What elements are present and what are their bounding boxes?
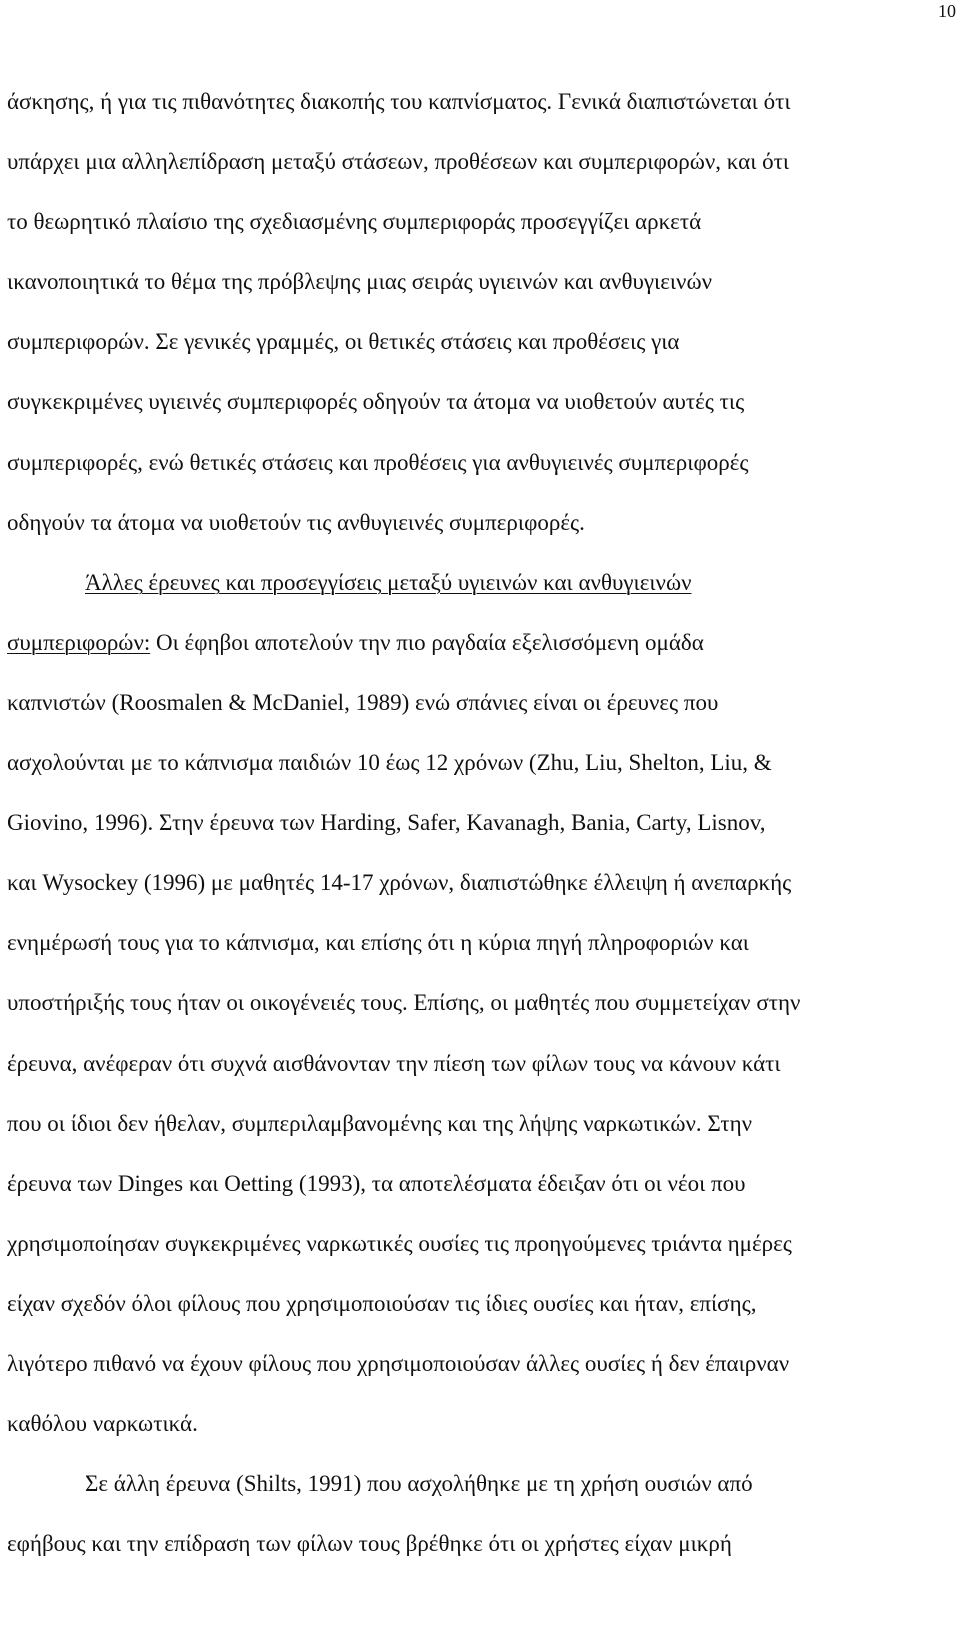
line-text: υπάρχει μια αλληλεπίδραση μεταξύ στάσεων, προθέσεων και συμπεριφορών, και ότι: [7, 149, 790, 175]
line-text: που οι ίδιοι δεν ήθελαν, συμπεριλαμβανομένης και της λήψης ναρκωτικών. Στην: [7, 1110, 753, 1136]
text-line: [7, 673, 957, 733]
page-number: 10: [938, 1, 956, 21]
line-text: ασχολούνται με το κάπνισμα παιδιών 10 έως 12 χρόνων (Zhu, Liu, Shelton, Liu, &: [7, 750, 772, 776]
line-text: Giovino, 1996). Στην έρευνα των Harding, Safer, Kavanagh, Bania, Carty, Lisnov,: [7, 810, 766, 836]
text-line: [7, 1034, 957, 1094]
line-text: είχαν σχεδόν όλοι φίλους που χρησιμοποιούσαν τις ίδιες ουσίες και ήταν, επίσης,: [7, 1290, 757, 1316]
line-text: καπνιστών (Roosmalen & McDaniel, 1989) ενώ σπάνιες είναι οι έρευνες που: [7, 689, 719, 715]
line-text: συγκεκριμένες υγιεινές συμπεριφορές οδηγούν τα άτομα να υιοθετούν αυτές τις: [7, 389, 745, 415]
line-text: το θεωρητικό πλαίσιο της σχεδιασμένης συμπεριφοράς προσεγγίζει αρκετά: [7, 209, 702, 235]
line-text: έρευνα των Dinges και Oetting (1993), τα αποτελέσματα έδειξαν ότι οι νέοι που: [7, 1170, 746, 1196]
line-text: εφήβους και την επίδραση των φίλων τους βρέθηκε ότι οι χρήστες είχαν μικρή: [7, 1531, 732, 1557]
text-line: [7, 252, 957, 312]
line-text: οδηγούν τα άτομα να υιοθετούν τις ανθυγιεινές συμπεριφορές.: [7, 509, 585, 535]
text-line: [7, 973, 957, 1033]
text-line: [7, 1394, 957, 1454]
text-line: [7, 72, 957, 132]
line-text: έρευνα, ανέφεραν ότι συχνά αισθάνονταν την πίεση των φίλων τους να κάνουν κάτι: [7, 1050, 781, 1076]
text-line: [7, 1334, 957, 1394]
section-heading: Άλλες έρευνες και προσεγγίσεις μεταξύ υγιεινών και ανθυγιεινών: [85, 569, 692, 595]
line-text: άσκησης, ή για τις πιθανότητες διακοπής του καπνίσματος. Γενικά διαπιστώνεται ότι: [7, 89, 791, 114]
text-line: [7, 853, 957, 913]
text-line: [7, 1214, 957, 1274]
line-text: ενημέρωσή τους για το κάπνισμα, και επίσης ότι η κύρια πηγή πληροφοριών και: [7, 930, 749, 956]
line-text: Σε άλλη έρευνα (Shilts, 1991) που ασχολήθηκε με τη χρήση ουσιών από: [85, 1471, 753, 1497]
section-heading: συμπεριφορών:: [7, 629, 151, 655]
text-line: [7, 493, 957, 553]
text-line: [7, 132, 957, 192]
text-line: [7, 1454, 957, 1514]
text-line: [7, 1274, 957, 1334]
line-text: ικανοποιητικά το θέμα της πρόβλεψης μιας σειράς υγιεινών και ανθυγιεινών: [7, 269, 712, 295]
text-line: [7, 192, 957, 252]
line-text: και Wysockey (1996) με μαθητές 14-17 χρόνων, διαπιστώθηκε έλλειψη ή ανεπαρκής: [7, 870, 792, 896]
text-line: [7, 733, 957, 793]
text-line: [7, 793, 957, 853]
text-line: [7, 433, 957, 493]
text-line: [7, 913, 957, 973]
line-text: συμπεριφορών. Σε γενικές γραμμές, οι θετικές στάσεις και προθέσεις για: [7, 329, 680, 355]
text-line: [7, 1094, 957, 1154]
text-line: [7, 312, 957, 372]
line-text: λιγότερο πιθανό να έχουν φίλους που χρησιμοποιούσαν άλλες ουσίες ή δεν έπαιρναν: [7, 1350, 790, 1376]
text-line: [7, 372, 957, 432]
text-line: [7, 1514, 957, 1574]
section-heading-line: [7, 613, 957, 673]
line-text: υποστήριξής τους ήταν οι οικογένειές τους. Επίσης, οι μαθητές που συμμετείχαν στην: [7, 990, 801, 1016]
line-text: Οι έφηβοι αποτελούν την πιο ραγδαία εξελισσόμενη ομάδα: [150, 629, 704, 655]
section-heading-line: [7, 553, 957, 613]
document-body: [7, 72, 957, 1574]
line-text: καθόλου ναρκωτικά.: [7, 1411, 198, 1437]
line-text: συμπεριφορές, ενώ θετικές στάσεις και προθέσεις για ανθυγιεινές συμπεριφορές: [7, 449, 749, 475]
text-line: [7, 1154, 957, 1214]
line-text: χρησιμοποίησαν συγκεκριμένες ναρκωτικές ουσίες τις προηγούμενες τριάντα ημέρες: [7, 1230, 792, 1256]
